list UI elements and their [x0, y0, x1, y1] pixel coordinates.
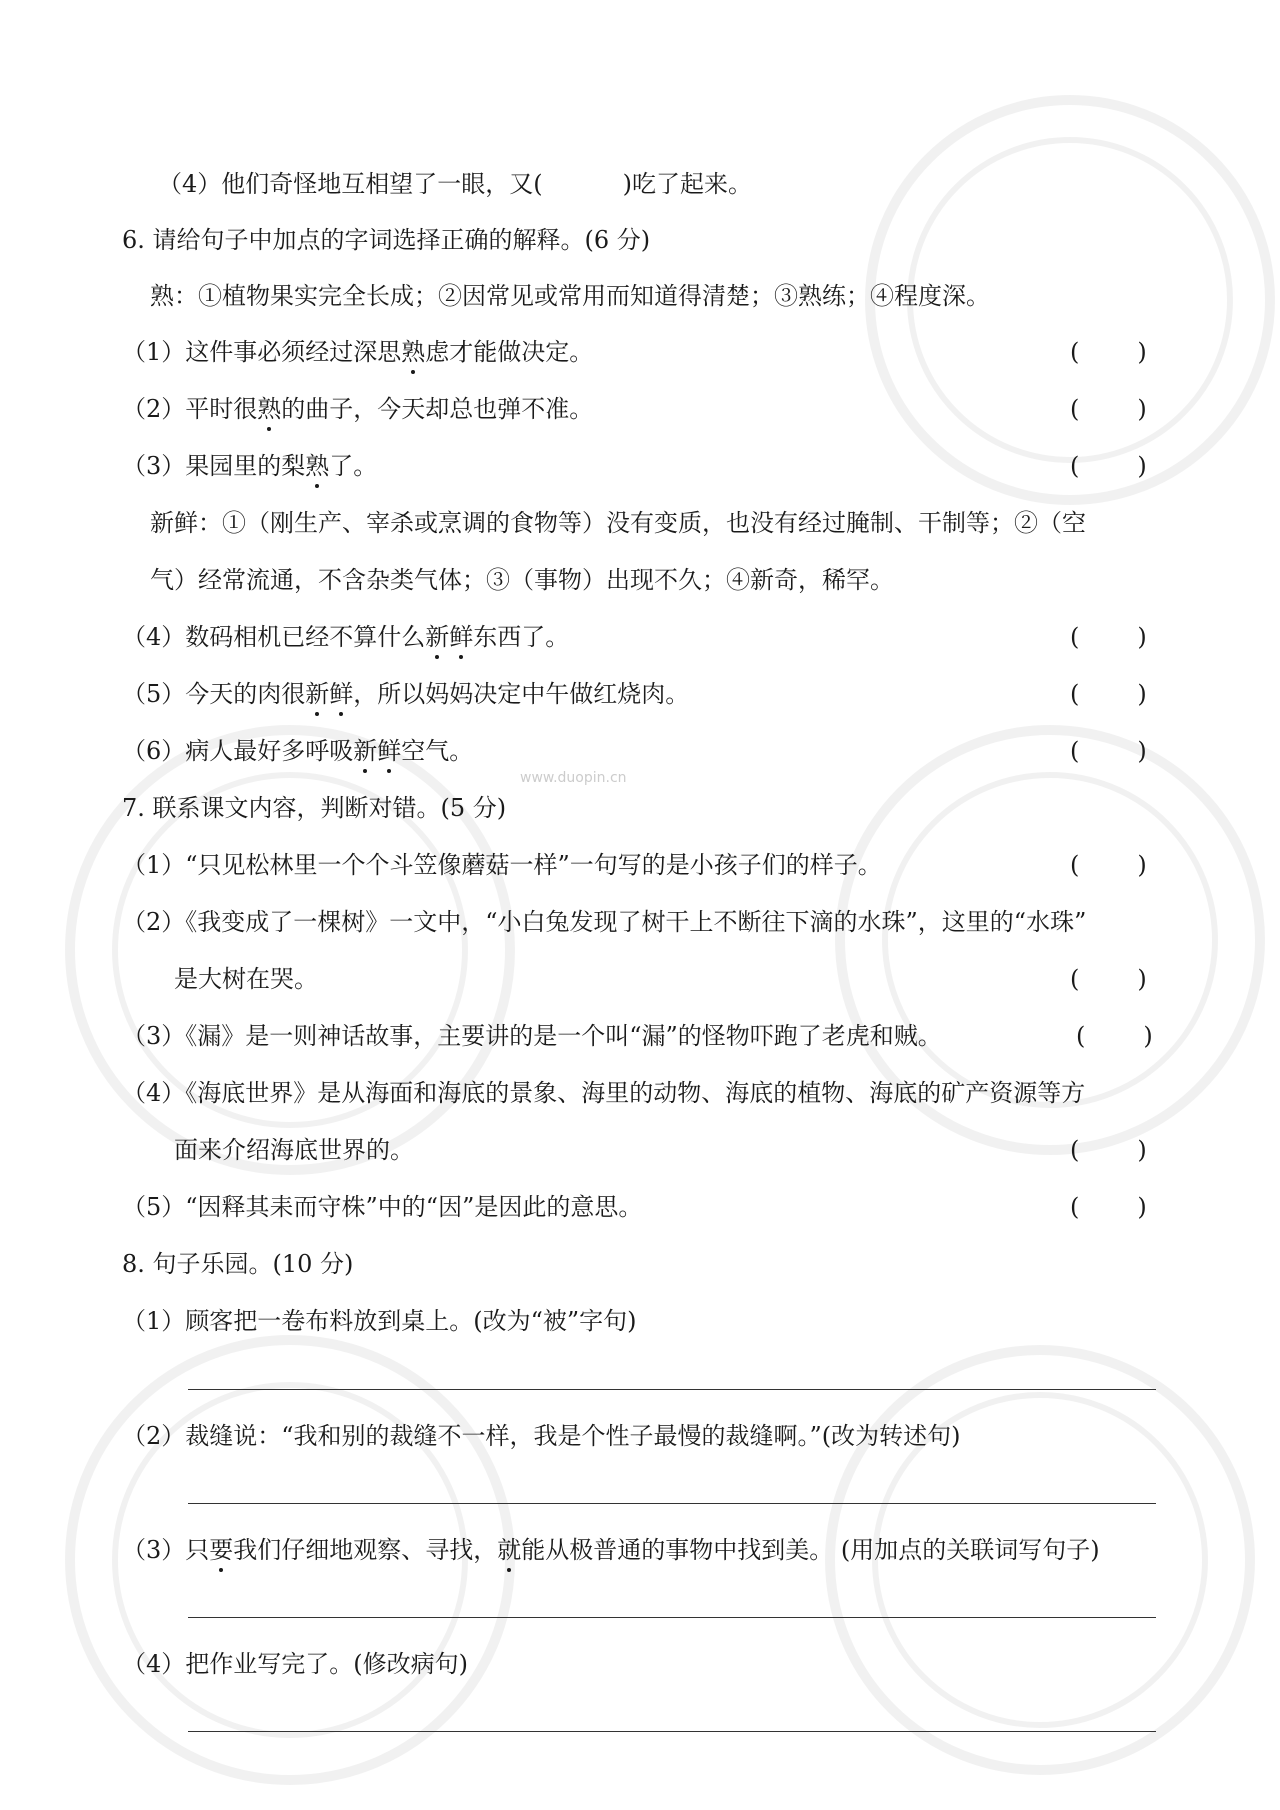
- answer-paren[interactable]: ( ): [1070, 680, 1147, 708]
- q6-item-4: （4）数码相机已经不算什么新鲜东西了。: [122, 623, 570, 651]
- q6-item-6: （6）病人最好多呼吸新鲜空气。: [122, 737, 474, 765]
- q6-xinxian-definitions-2: 气）经常流通，不含杂类气体；③（事物）出现不久；④新奇，稀罕。: [150, 566, 894, 594]
- q6-title: 6. 请给句子中加点的字词选择正确的解释。(6 分): [122, 226, 651, 254]
- answer-paren[interactable]: ( ): [1070, 737, 1147, 765]
- answer-paren[interactable]: ( ): [1070, 623, 1147, 651]
- q7-item-3: （3）《漏》是一则神话故事，主要讲的是一个叫“漏”的怪物吓跑了老虎和贼。: [122, 1022, 942, 1050]
- answer-paren[interactable]: ( ): [1070, 1193, 1147, 1221]
- q8-item-1: （1）顾客把一卷布料放到桌上。(改为“被”字句): [122, 1307, 637, 1335]
- q7-item-2-line-1: （2）《我变成了一棵树》一文中，“小白兔发现了树干上不断往下滴的水珠”，这里的“水珠”: [122, 908, 1087, 936]
- q7-item-1: （1）“只见松林里一个个斗笠像蘑菇一样”一句写的是小孩子们的样子。: [122, 851, 882, 879]
- answer-line-3[interactable]: [188, 1617, 1156, 1618]
- watermark-seal-middle: [60, 720, 520, 1180]
- answer-line-4[interactable]: [188, 1731, 1156, 1732]
- answer-paren[interactable]: ( ): [1070, 851, 1147, 879]
- q5-item-4: （4）他们奇怪地互相望了一眼，又( )吃了起来。: [158, 170, 753, 198]
- answer-paren[interactable]: ( ): [1070, 1136, 1147, 1164]
- q8-title: 8. 句子乐园。(10 分): [122, 1250, 354, 1278]
- q8-item-3: （3）只要我们仔细地观察、寻找，就能从极普通的事物中找到美。 (用加点的关联词写句子): [122, 1536, 1100, 1564]
- q6-shu-definitions: 熟：①植物果实完全长成；②因常见或常用而知道得清楚；③熟练；④程度深。: [150, 282, 990, 310]
- answer-line-2[interactable]: [188, 1503, 1156, 1504]
- watermark-url: www.duopin.cn: [520, 770, 627, 786]
- q6-xinxian-definitions-1: 新鲜：①（刚生产、宰杀或烹调的食物等）没有变质，也没有经过腌制、干制等；②（空: [150, 509, 1086, 537]
- q7-title: 7. 联系课文内容，判断对错。(5 分): [122, 794, 507, 822]
- answer-paren[interactable]: ( ): [1070, 452, 1147, 480]
- q7-item-4-line-1: （4）《海底世界》是从海面和海底的景象、海里的动物、海底的植物、海底的矿产资源等方: [122, 1079, 1086, 1107]
- q6-item-1: （1）这件事必须经过深思熟虑才能做决定。: [122, 338, 594, 366]
- answer-paren[interactable]: ( ): [1070, 965, 1147, 993]
- answer-paren[interactable]: ( ): [1070, 338, 1147, 366]
- q8-item-2: （2）裁缝说：“我和别的裁缝不一样，我是个性子最慢的裁缝啊。”(改为转述句): [122, 1422, 961, 1450]
- q6-item-3: （3）果园里的梨熟了。: [122, 452, 378, 480]
- answer-line-1[interactable]: [188, 1389, 1156, 1390]
- answer-paren[interactable]: ( ): [1076, 1022, 1153, 1050]
- q8-item-4: （4）把作业写完了。(修改病句): [122, 1650, 468, 1678]
- q6-item-5: （5）今天的肉很新鲜，所以妈妈决定中午做红烧肉。: [122, 680, 690, 708]
- q6-item-2: （2）平时很熟的曲子，今天却总也弹不准。: [122, 395, 594, 423]
- answer-paren[interactable]: ( ): [1070, 395, 1147, 423]
- q7-item-2-line-2: 是大树在哭。: [174, 965, 318, 993]
- q7-item-5: （5）“因释其耒而守株”中的“因”是因此的意思。: [122, 1193, 643, 1221]
- q7-item-4-line-2: 面来介绍海底世界的。: [174, 1136, 414, 1164]
